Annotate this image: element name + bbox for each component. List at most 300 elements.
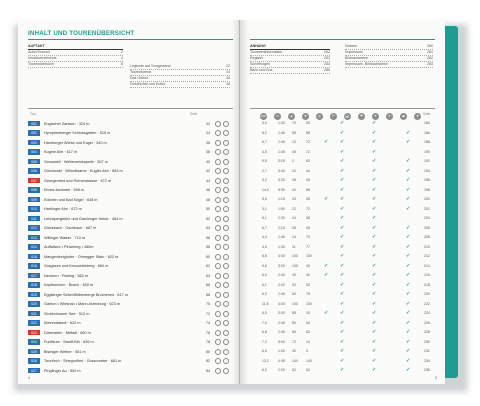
toc-column (130, 64, 230, 88)
tour-value: 2:00 (278, 311, 285, 315)
tour-number-badge: 011 (28, 216, 40, 222)
tour-value: 80 (292, 320, 296, 325)
check-icon: ✓ (372, 253, 377, 259)
tour-data-row (240, 120, 445, 127)
tour-row[interactable] (18, 130, 229, 137)
toc-entry-page: 262 (427, 56, 433, 60)
tour-value: 77 (306, 244, 310, 249)
divider (28, 108, 233, 109)
tour-name: Stuhlmünaner See · 512 m (44, 311, 90, 316)
check-icon: ✓ (406, 357, 411, 364)
season-icon (223, 225, 229, 231)
tour-value: 92 (292, 282, 296, 287)
check-icon: ✓ (372, 186, 377, 193)
tour-number-badge: 015 (28, 254, 40, 260)
tour-value: 9,6 (262, 263, 267, 268)
check-icon: ✓ (406, 186, 411, 193)
tour-name: Hymphenberger Schlossgarten · 515 m (44, 131, 111, 135)
difficulty-icon (215, 244, 221, 250)
tour-number-badge: 017 (28, 273, 40, 279)
tour-row[interactable] (18, 253, 229, 260)
toc-entry-page: 260 (427, 44, 433, 48)
tour-data-row (240, 291, 445, 298)
tour-row[interactable] (18, 301, 229, 308)
tour-name: Auffallsee • Pinseking • 480m (44, 245, 94, 249)
check-icon: ✓ (340, 177, 345, 183)
tour-number-badge: 026 (28, 358, 40, 364)
difficulty-icon (215, 197, 221, 203)
legend-icon: ♥ (414, 113, 421, 120)
season-icon (223, 235, 229, 241)
toc-entry-page: 18 (226, 82, 230, 86)
toc-entry-page: 255 (324, 68, 330, 72)
detail-page: 186 (424, 130, 430, 135)
tour-data-row (240, 263, 445, 270)
tour-value: 52 (306, 368, 310, 372)
toc-entry[interactable] (28, 62, 123, 68)
page-number: 5 (435, 376, 437, 380)
tour-page: 80 (206, 349, 210, 354)
tour-value: 1:15 (278, 197, 285, 201)
tour-name: Gragesee und Kreuzwirtsberg · 660 m (44, 264, 109, 268)
tour-value: 7,2 (262, 339, 267, 344)
difficulty-icon (215, 349, 221, 355)
toc-entry-label: Impressum, Bildnachweise (345, 62, 388, 66)
tour-page: 34 (206, 131, 210, 135)
tour-page: 40 (206, 159, 210, 164)
tour-value: 4,0 (262, 244, 267, 249)
legend-icon: ⚑ (359, 114, 364, 118)
tour-value: 85 (292, 311, 296, 315)
check-icon: ✓ (340, 196, 345, 202)
legend-icon: ☀ (373, 114, 378, 118)
tour-value: 6,8 (262, 330, 267, 334)
detail-page: 222 (424, 301, 430, 306)
tour-number-badge: 003 (28, 140, 40, 146)
tour-name: Willinger Walser · 710 m (44, 235, 86, 240)
tour-name: Lehnspergbühe und Garchinger Heide · 464 m (44, 216, 123, 221)
tour-value: 3:20 (278, 178, 285, 182)
column-header-page: Seite (190, 112, 198, 116)
difficulty-icon (215, 320, 221, 326)
toc-entry-label: Legende auf Tourgewand (130, 64, 171, 68)
tour-name: Glöchwald · Wörndtsame · Eugler-Alm · 663 m (44, 169, 123, 173)
tour-number-badge: 010 (28, 206, 40, 212)
toc-entry[interactable] (250, 68, 330, 74)
tour-page: 64 (206, 273, 210, 278)
check-icon: ✓ (340, 300, 345, 307)
tour-value: 2,7 (262, 168, 267, 173)
check-icon: ✓ (406, 196, 411, 202)
tour-value: 100 (292, 263, 298, 268)
tour-row[interactable] (18, 120, 229, 127)
tour-value: 4:00 (278, 254, 285, 258)
season-icon (223, 339, 229, 345)
tour-data-row (240, 339, 445, 346)
tour-value: 2:40 (278, 273, 285, 277)
tour-value: 11,8 (262, 301, 269, 306)
column-header-tour: Tour (30, 112, 37, 116)
check-icon: ✓ (406, 167, 411, 174)
tour-value: 13,2 (262, 358, 269, 363)
page-number: 4 (28, 376, 30, 380)
tour-number-badge: 020 (28, 301, 40, 307)
tour-data-row (240, 367, 445, 374)
tour-number-badge: 005 (28, 159, 40, 165)
tour-number-badge: 014 (28, 244, 40, 250)
tour-name: Kogele Alm · 617 m (44, 150, 78, 154)
detail-page: 236 (424, 368, 430, 372)
tour-value: 9,5 (262, 159, 267, 163)
tour-value: 2:45 (278, 330, 285, 334)
check-icon: ✓ (324, 262, 329, 269)
tour-value: 4 (306, 349, 308, 353)
tour-value: 69 (292, 330, 296, 334)
check-icon: ✓ (340, 253, 345, 259)
tour-value: 4,4 (262, 235, 267, 239)
tour-number-badge: 002 (28, 130, 40, 136)
tour-data-row (240, 187, 445, 194)
check-icon: ✓ (372, 224, 377, 231)
check-icon: ✓ (372, 205, 377, 212)
check-icon: ✓ (406, 348, 411, 354)
check-icon: ✓ (324, 310, 329, 316)
tour-number-badge: 021 (28, 311, 40, 317)
toc-entry[interactable] (345, 62, 433, 68)
tour-data-row (240, 215, 445, 222)
tour-page: 46 (206, 188, 210, 192)
toc-entry-page: 263 (427, 62, 433, 66)
tour-value: 58 (306, 130, 310, 135)
tour-value: 4:00 (278, 301, 285, 306)
left-page (18, 20, 240, 384)
difficulty-icon (215, 235, 221, 241)
legend-icon: ▲ (289, 114, 294, 118)
tour-number-badge: 024 (28, 339, 40, 345)
season-icon (223, 292, 229, 298)
toc-entry[interactable] (130, 82, 230, 88)
tour-value: 2:45 (278, 320, 285, 325)
check-icon: ✓ (406, 338, 411, 345)
toc-entry-label: Touristeninformation (250, 50, 283, 54)
tour-value: 4:45 (278, 358, 285, 363)
tour-value: 14 (306, 339, 310, 344)
tour-data-row (240, 225, 445, 232)
tour-value: 72 (292, 339, 296, 344)
check-icon: ✓ (340, 234, 345, 240)
tour-row[interactable] (18, 177, 229, 184)
toc-entry-label: Bildnachweise (345, 56, 368, 60)
tour-name: Georgenried und Römerstrasse · 672 m (44, 178, 112, 183)
tour-row[interactable] (18, 187, 229, 194)
tour-page: 74 (206, 321, 210, 325)
tour-value: 5,1 (262, 216, 267, 220)
tour-number-badge: 008 (28, 187, 40, 193)
tour-row[interactable] (18, 263, 229, 270)
tour-value: 38 (306, 216, 310, 220)
tour-value: 5,0 (262, 197, 267, 201)
season-icon (223, 149, 229, 155)
tour-row[interactable] (18, 358, 229, 365)
check-icon: ✓ (340, 272, 345, 278)
tour-value: 10 (306, 311, 310, 315)
tour-value: 40 (292, 349, 296, 353)
tour-row[interactable] (18, 348, 229, 355)
tour-row[interactable] (18, 149, 229, 156)
detail-page: 226 (424, 320, 430, 325)
check-icon: ✓ (372, 300, 377, 307)
toc-entry-label: AUFTAKT (28, 44, 45, 48)
tour-value: 42 (292, 168, 296, 173)
tour-value: 72 (306, 140, 310, 144)
tour-page: 68 (206, 292, 210, 297)
tour-value: 1:30 (278, 121, 285, 125)
tour-page: 84 (206, 368, 210, 373)
check-icon: ✓ (372, 215, 377, 221)
check-icon: ✓ (372, 291, 377, 297)
tour-row[interactable] (18, 339, 229, 346)
tour-data-row (240, 301, 445, 308)
season-icon (223, 206, 229, 212)
difficulty-icon (215, 187, 221, 193)
season-icon (223, 330, 229, 336)
check-icon: ✓ (340, 129, 345, 136)
season-icon (223, 140, 229, 146)
check-icon: ✓ (340, 158, 345, 164)
toc-entry-label: Inhaltsverzeichnis (28, 56, 57, 60)
toc-entry-label: Autor/Vorwort (28, 50, 50, 54)
tour-value: 43 (292, 197, 296, 201)
tour-value: 2:30 (278, 216, 285, 220)
tour-row[interactable] (18, 320, 229, 327)
toc-column (250, 44, 330, 74)
tour-value: 45 (292, 149, 296, 154)
check-icon: ✓ (406, 158, 411, 164)
check-icon: ✓ (372, 319, 377, 326)
tour-row[interactable] (18, 139, 229, 146)
check-icon: ✓ (372, 177, 377, 183)
check-icon: ✓ (372, 234, 377, 240)
check-icon: ✓ (406, 243, 411, 250)
tour-row[interactable] (18, 272, 229, 279)
difficulty-icon (215, 178, 221, 184)
tour-value: 6,7 (262, 140, 267, 144)
detail-page: 216 (424, 273, 430, 277)
tour-page: 56 (206, 235, 210, 240)
tour-value: 24 (292, 216, 296, 220)
check-icon: ✓ (372, 243, 377, 250)
tour-value: 52 (292, 368, 296, 372)
tour-page: 72 (206, 311, 210, 316)
season-icon (223, 349, 229, 355)
toc-entry-label: Tourenformat (130, 70, 152, 74)
season-icon (223, 187, 229, 193)
tour-value: 11 (292, 244, 296, 249)
tour-value: 6,0 (262, 311, 267, 315)
tour-row[interactable] (18, 234, 229, 241)
tour-row[interactable] (18, 225, 229, 232)
tour-page: 52 (206, 216, 210, 221)
book-gutter (232, 20, 248, 384)
tour-row[interactable] (18, 282, 229, 289)
check-icon: ✓ (406, 281, 411, 288)
tour-data-row (240, 196, 445, 203)
difficulty-icon (215, 168, 221, 174)
check-icon: ✓ (372, 120, 377, 126)
tour-row[interactable] (18, 168, 229, 175)
check-icon: ✓ (406, 177, 411, 183)
toc-column (345, 44, 433, 68)
detail-page: 192 (424, 159, 430, 163)
tour-number-badge: 023 (28, 330, 40, 336)
tour-value: 1:45 (278, 130, 285, 135)
tour-page: 42 (206, 169, 210, 173)
tour-row[interactable] (18, 367, 229, 374)
toc-entry-page: 261 (427, 50, 433, 54)
tour-number-badge: 012 (28, 225, 40, 231)
tour-value: 1:30 (278, 244, 285, 249)
difficulty-icon (215, 301, 221, 307)
season-icon (223, 273, 229, 279)
difficulty-icon (215, 292, 221, 298)
tour-value: 6,0 (262, 292, 267, 296)
page-title: INHALT UND TOURENÜBERSICHT (28, 30, 135, 37)
tour-value: 1:45 (278, 235, 285, 239)
check-icon: ✓ (372, 348, 377, 354)
legend-icon: ▼ (303, 114, 308, 118)
tour-value: 22 (292, 206, 296, 211)
check-icon: ✓ (340, 348, 345, 354)
season-icon (223, 368, 229, 374)
tour-value: 3:40 (278, 168, 285, 173)
tour-page: 58 (206, 245, 210, 249)
tour-value: 14,0 (262, 187, 269, 192)
tour-data-row (240, 272, 445, 279)
difficulty-icon (215, 368, 221, 374)
toc-entry-label: Geschichte und Kultur (130, 82, 166, 86)
tour-page: 82 (206, 359, 210, 363)
tour-name: Kapfruecken · Busch · 600 m (44, 283, 94, 287)
tour-page: 60 (206, 254, 210, 259)
check-icon: ✓ (340, 148, 345, 155)
tour-data-row (240, 329, 445, 336)
tour-value: 6,7 (262, 225, 267, 230)
toc-entry-label: Tourenübersicht (28, 62, 54, 66)
detail-page: 206 (424, 225, 430, 230)
check-icon: ✓ (340, 281, 345, 288)
tour-value: 45 (292, 178, 296, 182)
check-icon: ✓ (340, 224, 345, 231)
tour-value: 3,2 (262, 178, 267, 182)
tour-value: 62 (306, 159, 310, 163)
tour-value: 20 (306, 121, 310, 125)
title-rule (250, 39, 435, 40)
tour-value: 45 (306, 178, 310, 182)
season-icon (223, 216, 229, 222)
tour-row[interactable] (18, 291, 229, 298)
check-icon: ✓ (372, 196, 377, 202)
detail-page: 190 (424, 149, 430, 154)
tour-data-row (240, 168, 445, 175)
difficulty-icon (215, 159, 221, 165)
tour-page: 50 (206, 207, 210, 211)
tour-value: 2:10 (278, 225, 285, 230)
detail-page: 220 (424, 292, 430, 296)
tour-number-badge: 004 (28, 149, 40, 155)
tour-value: 45 (306, 225, 310, 230)
check-icon: ✓ (340, 357, 345, 364)
season-icon (223, 358, 229, 364)
tour-name: Gewwaldl · Wetterseinkapelle · 507 m (44, 159, 108, 164)
season-icon (223, 130, 229, 136)
detail-page: 188 (424, 140, 430, 144)
tour-row[interactable] (18, 196, 229, 203)
tour-number-badge: 019 (28, 292, 40, 298)
detail-page: 230 (424, 339, 430, 344)
tour-value: 54 (306, 320, 310, 325)
tour-value: 53 (306, 282, 310, 287)
check-icon: ✓ (340, 262, 345, 269)
difficulty-icon (215, 206, 221, 212)
legend-icon: P (330, 113, 337, 120)
tour-row[interactable] (18, 310, 229, 317)
tour-value: 3:00 (278, 263, 285, 268)
tour-data-row (240, 130, 445, 137)
tour-name: Funffsum · Stauff-Bih · 626 m (44, 340, 94, 344)
toc-entry-label: Das Gebiet (130, 76, 148, 80)
toc-entry-page: 16 (226, 76, 230, 80)
toc-entry-page: 14 (226, 70, 230, 74)
check-icon: ✓ (340, 243, 345, 250)
difficulty-icon (215, 330, 221, 336)
detail-page: 202 (424, 206, 430, 211)
detail-page: 232 (424, 349, 430, 353)
toc-entry-page: 254 (324, 62, 330, 66)
tour-page: 32 (206, 121, 210, 126)
tour-value: 6,1 (262, 282, 267, 287)
check-icon: ✓ (340, 310, 345, 316)
tour-number-badge: 001 (28, 121, 40, 127)
tour-data-row (240, 234, 445, 241)
season-icon (223, 178, 229, 184)
check-icon: ✓ (340, 329, 345, 335)
detail-page: 204 (424, 216, 430, 220)
tour-number-badge: 027 (28, 368, 40, 374)
tour-data-row (240, 358, 445, 365)
tour-data-row (240, 177, 445, 184)
tour-value: 2 (292, 159, 294, 163)
check-icon: ✓ (406, 129, 411, 136)
tour-data-row (240, 310, 445, 317)
tour-value: 44 (306, 168, 310, 173)
difficulty-icon (215, 282, 221, 288)
tour-row[interactable] (18, 329, 229, 336)
tour-row[interactable] (18, 244, 229, 251)
tour-row[interactable] (18, 206, 229, 213)
tour-page: 62 (206, 264, 210, 268)
tour-value: 2:45 (278, 292, 285, 296)
check-icon: ✓ (406, 234, 411, 240)
toc-entry-label: Register (250, 56, 264, 60)
detail-page: 228 (424, 330, 430, 334)
legend-icon: ⛰ (400, 113, 407, 120)
tour-row[interactable] (18, 158, 229, 165)
tour-row[interactable] (18, 215, 229, 222)
tour-value: 70 (306, 235, 310, 239)
detail-page: 218 (424, 282, 430, 287)
check-icon: ✓ (406, 329, 411, 335)
difficulty-icon (215, 149, 221, 155)
